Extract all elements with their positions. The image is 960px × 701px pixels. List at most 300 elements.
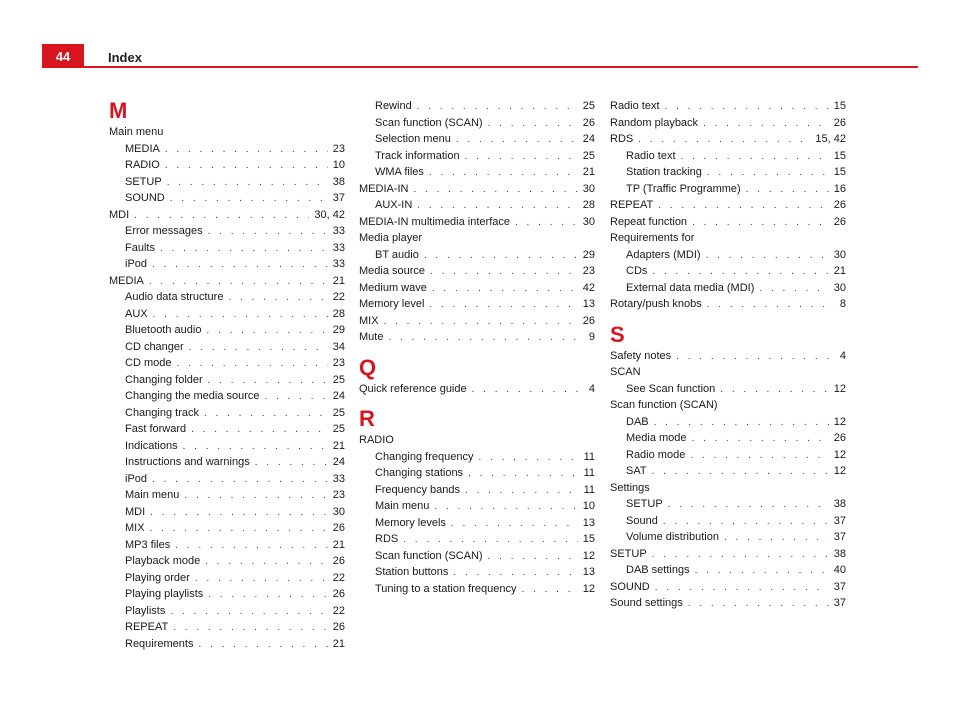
dot-leader	[176, 356, 327, 373]
dot-leader	[652, 264, 828, 281]
entry-page-number: 10	[582, 500, 595, 512]
index-subentry	[109, 190, 345, 207]
index-entry	[610, 115, 846, 132]
entry-label: Station buttons	[375, 566, 449, 578]
entry-label: Mute	[359, 331, 384, 343]
entry-label: Sound	[626, 514, 658, 527]
entry-page-number: 38	[833, 498, 846, 510]
index-subentry	[610, 463, 846, 480]
entry-label: SETUP	[125, 175, 162, 188]
index-subentry	[359, 548, 595, 565]
entry-page-number: 23	[332, 357, 345, 369]
dot-leader	[414, 182, 578, 199]
index-subentry	[359, 564, 595, 581]
entry-label: MEDIA-IN multimedia interface	[359, 215, 510, 228]
entry-label: Tuning to a station frequency	[375, 582, 517, 595]
index-subentry	[109, 487, 345, 504]
entry-label: MIX	[359, 314, 379, 327]
dot-leader	[707, 165, 829, 182]
dot-leader	[759, 281, 828, 298]
dot-leader	[515, 215, 578, 232]
entry-label: Sound settings	[610, 597, 683, 609]
dot-leader	[165, 142, 328, 159]
dot-leader	[208, 587, 327, 604]
index-subentry	[109, 603, 345, 620]
index-subentry	[109, 289, 345, 306]
index-subentry	[359, 465, 595, 482]
index-subentry	[610, 148, 846, 165]
dot-leader	[208, 373, 328, 390]
index-subentry	[109, 174, 345, 191]
entry-label: CDs	[626, 265, 648, 277]
entry-page-number: 26	[332, 522, 345, 534]
entry-page-number: 8	[839, 298, 846, 310]
dot-leader	[706, 248, 829, 265]
entry-page-number: 34	[332, 340, 345, 353]
entry-page-number: 25	[332, 373, 345, 386]
index-subentry	[109, 141, 345, 158]
entry-label: CD mode	[125, 357, 172, 369]
entry-page-number: 24	[582, 133, 595, 145]
entry-label: Changing folder	[125, 373, 203, 386]
dot-leader	[429, 297, 577, 314]
dot-leader	[265, 389, 328, 406]
index-entry	[359, 296, 595, 313]
entry-label: See Scan function	[626, 382, 716, 395]
dot-leader	[149, 274, 328, 291]
index-subentry	[109, 223, 345, 240]
index-entry	[359, 181, 595, 198]
dot-leader	[170, 191, 328, 208]
dot-leader	[189, 340, 328, 357]
entry-page-number: 37	[833, 531, 846, 543]
entry-label: MEDIA	[125, 142, 160, 155]
entry-label: SAT	[626, 465, 647, 477]
dot-leader	[167, 175, 328, 192]
entry-page-number: 25	[582, 100, 595, 112]
entry-label: Media player	[359, 232, 422, 244]
dot-leader	[417, 99, 578, 116]
entry-label: Rewind	[375, 100, 412, 112]
dot-leader	[488, 549, 578, 566]
entry-page-number: 30	[582, 215, 595, 228]
entry-label: External data media (MDI)	[626, 281, 755, 294]
entry-label: Track information	[375, 149, 460, 162]
entry-page-number: 33	[332, 472, 345, 485]
dot-leader	[453, 565, 577, 582]
entry-label: TP (Traffic Programme)	[626, 182, 741, 195]
entry-page-number: 23	[332, 489, 345, 501]
dot-leader	[150, 505, 328, 522]
entry-label: AUX	[125, 307, 148, 320]
dot-leader	[665, 99, 829, 116]
entry-label: MDI	[125, 505, 146, 518]
entry-page-number: 26	[833, 215, 846, 228]
entry-page-number: 25	[582, 149, 595, 162]
entry-page-number: 28	[582, 199, 595, 211]
dot-leader	[521, 582, 577, 599]
dot-leader	[681, 149, 829, 166]
index-column-1	[109, 98, 345, 652]
entry-page-number: 11	[583, 467, 595, 479]
entry-page-number: 4	[588, 382, 595, 395]
index-subentry	[359, 482, 595, 499]
index-subentry	[610, 280, 846, 297]
entry-label: CD changer	[125, 340, 184, 353]
entry-page-number: 21	[332, 538, 345, 551]
dot-leader	[429, 165, 578, 182]
entry-label: Adapters (MDI)	[626, 248, 701, 261]
entry-label: Rotary/push knobs	[610, 298, 702, 310]
dot-leader	[417, 198, 577, 215]
entry-page-number: 24	[332, 390, 345, 402]
dot-leader	[720, 382, 828, 399]
entry-label: Radio text	[626, 149, 676, 162]
entry-page-number: 10	[332, 159, 345, 171]
entry-label: Playback mode	[125, 555, 201, 567]
index-subentry	[610, 430, 846, 447]
dot-leader	[206, 323, 327, 340]
entry-label: Requirements for	[610, 232, 695, 244]
dot-leader	[690, 448, 828, 465]
dot-leader	[695, 563, 829, 580]
entry-label: DAB settings	[626, 564, 690, 576]
index-subentry	[109, 537, 345, 554]
entry-label: Radio mode	[626, 448, 686, 461]
index-subentry	[109, 438, 345, 455]
entry-label: SOUND	[610, 580, 650, 593]
entry-label: SCAN	[610, 366, 641, 378]
entry-page-number: 33	[332, 225, 345, 237]
entry-page-number: 11	[583, 450, 595, 463]
entry-label: Frequency bands	[375, 483, 460, 496]
entry-label: BT audio	[375, 248, 419, 261]
entry-page-number: 9	[588, 331, 595, 343]
dot-leader	[652, 547, 829, 564]
entry-page-number: 15	[833, 149, 846, 162]
entry-label: iPod	[125, 258, 148, 270]
index-subentry	[109, 619, 345, 636]
dot-leader	[384, 314, 578, 331]
entry-page-number: 38	[833, 547, 846, 560]
index-subentry	[109, 355, 345, 372]
dot-leader	[451, 516, 578, 533]
index-subentry	[109, 388, 345, 405]
entry-label: Scan function (SCAN)	[610, 399, 718, 411]
dot-leader	[472, 382, 584, 399]
index-column-2	[359, 98, 595, 597]
entry-page-number: 26	[833, 199, 846, 211]
entry-page-number: 12	[833, 382, 846, 395]
dot-leader	[692, 215, 829, 232]
entry-label: Fast forward	[125, 423, 187, 435]
entry-label: RDS	[610, 133, 634, 145]
index-subentry	[610, 381, 846, 398]
section-letter: R	[359, 406, 375, 431]
entry-label: Quick reference guide	[359, 382, 467, 395]
entry-page-number: 30	[833, 248, 846, 261]
index-entry	[610, 546, 846, 563]
entry-page-number: 28	[332, 307, 345, 320]
index-subentry	[359, 164, 595, 181]
index-entry	[610, 579, 846, 596]
entry-label: DAB	[626, 415, 649, 428]
index-subentry	[359, 115, 595, 132]
index-entry	[359, 313, 595, 330]
dot-leader	[165, 158, 328, 175]
entry-label: Faults	[125, 241, 155, 254]
entry-page-number: 21	[582, 166, 595, 178]
dot-leader	[175, 538, 328, 555]
index-subentry	[109, 256, 345, 273]
index-entry	[109, 273, 345, 290]
index-subentry	[359, 247, 595, 264]
dot-leader	[658, 198, 829, 215]
entry-page-number: 26	[582, 116, 595, 129]
entry-label: RADIO	[125, 159, 160, 171]
index-subentry	[359, 148, 595, 165]
page-number-badge: 44	[42, 44, 84, 67]
entry-label: Random playback	[610, 116, 699, 129]
index-entry	[610, 397, 846, 414]
dot-leader	[465, 149, 578, 166]
entry-page-number: 12	[582, 549, 595, 562]
entry-label: Safety notes	[610, 349, 672, 362]
index-subentry	[610, 263, 846, 280]
entry-page-number: 15, 42	[815, 133, 846, 145]
entry-label: Indications	[125, 439, 178, 452]
entry-page-number: 21	[332, 637, 345, 650]
index-subentry	[610, 414, 846, 431]
index-entry	[359, 214, 595, 231]
entry-page-number: 25	[332, 406, 345, 419]
entry-page-number: 13	[582, 298, 595, 310]
entry-page-number: 33	[332, 241, 345, 254]
dot-leader	[160, 241, 328, 258]
index-subentry	[610, 513, 846, 530]
entry-label: Error messages	[125, 225, 203, 237]
index-entry	[610, 480, 846, 497]
index-subentry	[109, 570, 345, 587]
dot-leader	[655, 580, 829, 597]
entry-page-number: 29	[582, 248, 595, 261]
entry-page-number: 13	[582, 516, 595, 529]
entry-label: MEDIA-IN	[359, 182, 409, 195]
dot-leader	[692, 431, 829, 448]
entry-page-number: 42	[582, 281, 595, 294]
entry-page-number: 25	[332, 423, 345, 435]
index-subentry	[109, 322, 345, 339]
dot-leader	[152, 257, 328, 274]
dot-leader	[152, 472, 328, 489]
entry-page-number: 15	[582, 533, 595, 545]
entry-page-number: 30	[332, 505, 345, 518]
dot-leader	[638, 132, 810, 149]
index-subentry	[610, 164, 846, 181]
dot-leader	[654, 415, 829, 432]
entry-label: Playlists	[125, 604, 166, 617]
dot-leader	[432, 281, 578, 298]
index-subentry	[610, 496, 846, 513]
dot-leader	[663, 514, 829, 531]
entry-label: MEDIA	[109, 274, 144, 287]
index-subentry	[359, 98, 595, 115]
entry-page-number: 15	[833, 166, 846, 178]
entry-page-number: 15	[833, 100, 846, 112]
index-subentry	[109, 240, 345, 257]
index-subentry	[610, 529, 846, 546]
dot-leader	[724, 530, 829, 547]
entry-label: RDS	[375, 533, 399, 545]
dot-leader	[228, 290, 327, 307]
entry-page-number: 12	[833, 415, 846, 428]
entry-label: MP3 files	[125, 538, 171, 551]
entry-label: SETUP	[626, 498, 663, 510]
dot-leader	[668, 497, 829, 514]
index-subentry	[109, 421, 345, 438]
dot-leader	[424, 248, 578, 265]
entry-page-number: 23	[332, 142, 345, 155]
dot-leader	[478, 450, 578, 467]
entry-label: Changing track	[125, 406, 199, 419]
dot-leader	[430, 264, 578, 281]
dot-leader	[488, 116, 578, 133]
entry-page-number: 11	[583, 483, 595, 496]
entry-label: MIX	[125, 522, 145, 534]
entry-page-number: 30	[833, 281, 846, 294]
dot-leader	[191, 422, 328, 439]
entry-page-number: 33	[332, 258, 345, 270]
dot-leader	[403, 532, 578, 549]
entry-label: Changing the media source	[125, 390, 260, 402]
index-subentry	[109, 553, 345, 570]
index-entry	[359, 381, 595, 398]
entry-label: Selection menu	[375, 133, 451, 145]
dot-leader	[134, 208, 309, 225]
dot-leader	[652, 464, 829, 481]
entry-label: Media mode	[626, 432, 687, 444]
entry-page-number: 37	[833, 597, 846, 609]
entry-page-number: 23	[582, 265, 595, 277]
entry-label: Main menu	[125, 489, 180, 501]
entry-label: Media source	[359, 265, 426, 277]
entry-page-number: 12	[833, 465, 846, 477]
index-entry	[610, 197, 846, 214]
index-entry	[610, 364, 846, 381]
dot-leader	[388, 330, 583, 347]
dot-leader	[746, 182, 829, 199]
index-entry	[610, 595, 846, 612]
index-subentry	[359, 531, 595, 548]
entry-page-number: 37	[833, 580, 846, 593]
entry-page-number: 26	[833, 116, 846, 129]
dot-leader	[153, 307, 328, 324]
entry-page-number: 21	[332, 274, 345, 287]
entry-label: Playing playlists	[125, 588, 204, 600]
entry-label: Main menu	[375, 500, 430, 512]
dot-leader	[707, 297, 835, 314]
entry-label: Scan function (SCAN)	[375, 116, 483, 129]
entry-label: iPod	[125, 472, 148, 485]
index-entry	[610, 348, 846, 365]
entry-page-number: 26	[833, 432, 846, 444]
dot-leader	[688, 596, 829, 613]
dot-leader	[173, 620, 328, 637]
index-subentry	[109, 636, 345, 653]
index-column-3	[610, 98, 846, 612]
entry-label: Memory levels	[375, 516, 446, 529]
index-subentry	[610, 447, 846, 464]
entry-label: Radio text	[610, 100, 660, 112]
entry-label: Memory level	[359, 298, 425, 310]
entry-page-number: 37	[833, 514, 846, 527]
dot-leader	[198, 637, 327, 654]
entry-page-number: 37	[332, 192, 345, 204]
entry-label: Station tracking	[626, 166, 702, 178]
entry-page-number: 38	[332, 175, 345, 188]
dot-leader	[205, 554, 328, 571]
entry-label: Bluetooth audio	[125, 324, 202, 336]
dot-leader	[468, 466, 579, 483]
index-subentry	[109, 504, 345, 521]
index-subentry	[109, 520, 345, 537]
entry-label: RADIO	[359, 434, 394, 446]
index-entry	[610, 214, 846, 231]
index-entry	[610, 296, 846, 313]
index-subentry	[359, 449, 595, 466]
entry-label: Medium wave	[359, 281, 427, 294]
entry-page-number: 30	[582, 182, 595, 195]
entry-page-number: 22	[332, 291, 345, 303]
entry-label: AUX-IN	[375, 199, 413, 211]
index-subentry	[359, 197, 595, 214]
dot-leader	[150, 521, 328, 538]
entry-page-number: 21	[833, 265, 846, 277]
section-letter: Q	[359, 354, 377, 380]
index-subentry	[359, 498, 595, 515]
entry-label: Repeat function	[610, 215, 688, 228]
index-entry	[359, 280, 595, 297]
dot-leader	[465, 483, 579, 500]
index-subentry	[610, 181, 846, 198]
index-entry	[109, 124, 345, 141]
index-subentry	[109, 157, 345, 174]
index-subentry	[610, 247, 846, 264]
index-entry	[610, 131, 846, 148]
entry-page-number: 40	[833, 564, 846, 576]
index-entry	[109, 207, 345, 224]
entry-label: REPEAT	[610, 199, 654, 211]
entry-label: Settings	[610, 481, 650, 494]
index-entry	[610, 98, 846, 115]
index-subentry	[359, 581, 595, 598]
dot-leader	[184, 488, 327, 505]
entry-page-number: 30, 42	[314, 208, 345, 221]
entry-label: Scan function (SCAN)	[375, 549, 483, 562]
entry-page-number: 4	[839, 349, 846, 362]
index-entry	[359, 329, 595, 346]
section-letter: S	[610, 321, 625, 347]
entry-label: Volume distribution	[626, 531, 719, 543]
index-subentry	[359, 131, 595, 148]
entry-page-number: 22	[332, 604, 345, 617]
dot-leader	[195, 571, 328, 588]
entry-label: MDI	[109, 208, 130, 221]
entry-label: Changing frequency	[375, 450, 474, 463]
entry-page-number: 16	[833, 182, 846, 195]
index-subentry	[610, 562, 846, 579]
entry-page-number: 22	[332, 571, 345, 584]
